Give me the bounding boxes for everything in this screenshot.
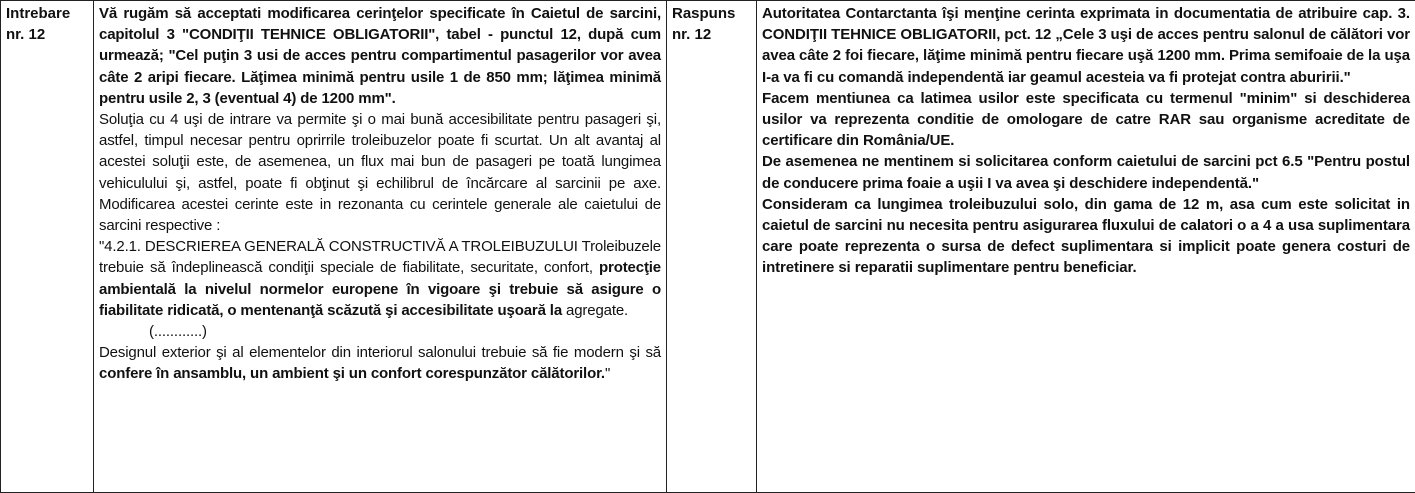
- answer-label-cell: [667, 1, 757, 493]
- question-paragraph-request: Vă rugăm să acceptati modificarea cerinţelor specificate în Caietul de sarcini, capitolul 3 "CONDIŢII TEHNICE OBLIGATORII", tabel - punctul 12, după cum urmează; "Cel puţin 3 usi de acces pentru compartimentul pasagerilor vor avea câte 2 aripi fiecare. Lăţimea minimă pentru usile 1 de 850 mm; lăţimea minimă pentru usile 2, 3 (eventual 4) de 1200 mm".: [99, 5, 661, 107]
- answer-label: Raspuns: [672, 5, 736, 22]
- answer-paragraph-driver-door: De asemenea ne mentinem si solicitarea conform caietului de sarcini pct 6.5 "Pentru postul de conducere prima foaie a uşii I va avea şi deschidere independentă.": [762, 153, 1410, 192]
- question-paragraph-argument: Soluţia cu 4 uşi de intrare va permite şi o mai bună accesibilitate pentru pasageri şi, astfel, timpul necesar pentru oprirrile troleibuzelor poate fi scurtat. Un alt avantaj al acestei soluţii este, de asemenea, un flux mai bun de pasageri pe toată lungimea vehiculului şi, astfel, poate fi obţinut şi echilibrul de încărcare al sarcinii pe axe. Modificarea acestei cerinte este in rezonanta cu cerintele generale ale caietului de sarcini respective :: [99, 111, 661, 235]
- answer-number: nr. 12: [672, 26, 712, 44]
- question-text-cell: [94, 1, 667, 493]
- question-design-bold: confere în ansamblu, un ambient şi un confort corespunzător călătorilor.: [99, 365, 605, 383]
- qa-row: [1, 1, 1415, 493]
- answer-paragraph-maintained: Autoritatea Contarctanta îşi menţine cerinta exprimata in documentatia de atribuire cap. 3. CONDIŢII TEHNICE OBLIGATORII, pct. 12 „Cele 3 uşi de acces pentru salonul de călători vor avea câte 2 foi fiecare, lăţime minimă pentru fiecare uşă 1200 mm. Prima semifoaie de la uşa I-a va fi cu comandă independentă iar geamul acesteia va fi protejat contra aburirii.": [762, 5, 1410, 86]
- question-label: Intrebare: [6, 5, 71, 22]
- answer-paragraph-conclusion: Consideram ca lungimea troleibuzului solo, din gama de 12 m, asa cum este solicitat in caietul de sarcini nu necesita pentru asigurarea fluxului de calatori o a 4 a usa suplimentara care poate reprezenta o sursa de defect suplimentara si implicit poate genera costuri de intretinere si reparatii suplimentare pentru beneficiar.: [762, 195, 1410, 277]
- question-ellipsis: (............): [149, 323, 207, 341]
- question-design-regular: Designul exterior şi al elementelor din interiorul salonului trebuie să fie modern şi să: [99, 344, 661, 362]
- question-quote-regular: "4.2.1. DESCRIEREA GENERALĂ CONSTRUCTIVĂ A TROLEIBUZULUI Troleibuzele trebuie să îndeplinească condiţii speciale de fiabilitate, securitate, confort,: [99, 238, 661, 277]
- answer-paragraph-width: Facem mentiunea ca latimea usilor este specificata cu termenul "minim" si deschiderea usilor va reprezenta conditie de omologare de catre RAR sau organisme acreditate de certificare din România/UE.: [762, 89, 1410, 150]
- question-quote-end: agregate.: [562, 301, 629, 319]
- answer-text-cell: [757, 1, 1415, 493]
- question-paragraph-quote: [99, 236, 661, 321]
- question-design-end: ": [604, 365, 611, 383]
- question-number: nr. 12: [6, 26, 46, 44]
- question-quote-bold: protecţie ambientală la nivelul normelor europene în vigoare şi trebuie să asigure o fiabilitate ridicată, o mentenanţă scăzută şi accesibilitate uşoară la: [99, 259, 661, 319]
- question-paragraph-design: [99, 342, 661, 384]
- question-label-cell: [1, 1, 94, 493]
